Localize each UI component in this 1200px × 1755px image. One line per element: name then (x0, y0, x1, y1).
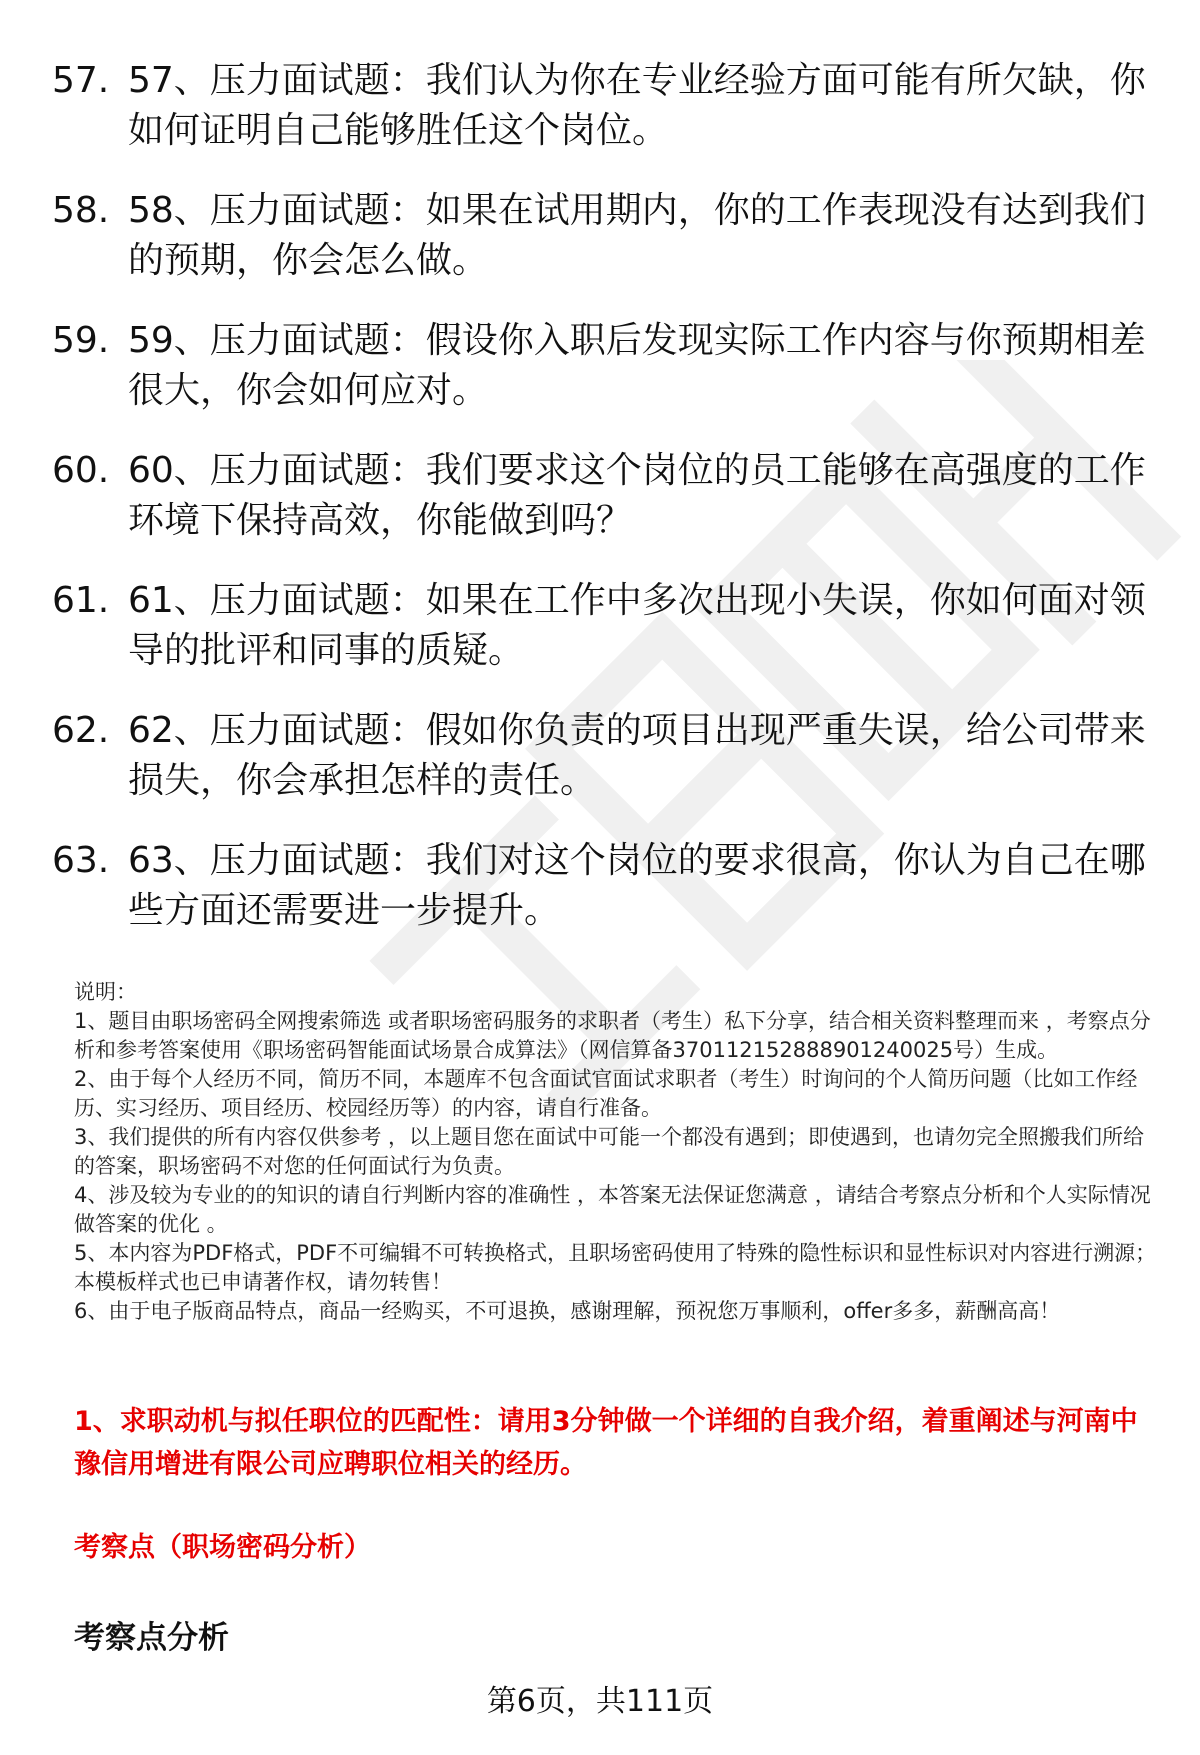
question-item (52, 446, 1152, 546)
note-item: 5、本内容为PDF格式，PDF不可编辑不可转换格式，且职场密码使用了特殊的隐性标识和显性标识对内容进行溯源；本模板样式也已申请著作权，请勿转售！ (74, 1241, 1157, 1294)
question-text: 62、压力面试题：假如你负责的项目出现严重失误，给公司带来损失，你会承担怎样的责任。 (128, 710, 1146, 801)
notes-title: 说明： (74, 980, 137, 1004)
note-item: 3、我们提供的所有内容仅供参考 ，以上题目您在面试中可能一个都没有遇到；即使遇到，也请勿完全照搬我们所给的答案，职场密码不对您的任何面试行为负责。 (74, 1125, 1145, 1178)
question-number: 63. (52, 840, 110, 881)
question-item (52, 706, 1152, 806)
highlighted-question: 1、求职动机与拟任职位的匹配性：请用3分钟做一个详细的自我介绍，着重阐述与河南中豫信用增进有限公司应聘职位相关的经历。 (74, 1406, 1138, 1480)
question-text: 63、压力面试题：我们对这个岗位的要求很高，你认为自己在哪些方面还需要进一步提升。 (128, 840, 1146, 931)
notes-section (74, 978, 1164, 1326)
question-number: 60. (52, 450, 110, 491)
question-text: 59、压力面试题：假设你入职后发现实际工作内容与你预期相差很大，你会如何应对。 (128, 320, 1146, 411)
question-text: 61、压力面试题：如果在工作中多次出现小失误，你如何面对领导的批评和同事的质疑。 (128, 580, 1146, 671)
question-text: 60、压力面试题：我们要求这个岗位的员工能够在高强度的工作环境下保持高效，你能做到吗？ (128, 450, 1146, 541)
note-item: 6、由于电子版商品特点，商品一经购买，不可退换，感谢理解，预祝您万事顺利，offer多多，薪酬高高！ (74, 1299, 1061, 1323)
question-number: 57. (52, 60, 110, 101)
question-text: 58、压力面试题：如果在试用期内，你的工作表现没有达到我们的预期，你会怎么做。 (128, 190, 1146, 281)
section-heading: 考察点分析 (74, 1620, 229, 1656)
question-number: 61. (52, 580, 110, 621)
question-item (52, 186, 1152, 286)
question-item (52, 836, 1152, 936)
question-text: 57、压力面试题：我们认为你在专业经验方面可能有所欠缺，你如何证明自己能够胜任这个岗位。 (128, 60, 1146, 151)
note-item: 4、涉及较为专业的的知识的请自行判断内容的准确性 ，本答案无法保证您满意 ，请结合考察点分析和个人实际情况做答案的优化 。 (74, 1183, 1151, 1236)
question-item (52, 316, 1152, 416)
question-number: 58. (52, 190, 110, 231)
question-list (52, 56, 1152, 966)
question-item (52, 576, 1152, 676)
note-item: 2、由于每个人经历不同，简历不同，本题库不包含面试官面试求职者（考生）时询问的个人简历问题（比如工作经历、实习经历、项目经历、校园经历等）的内容，请自行准备。 (74, 1067, 1138, 1120)
question-item (52, 56, 1152, 156)
analysis-subheading: 考察点（职场密码分析） (74, 1532, 371, 1563)
question-number: 59. (52, 320, 110, 361)
page-footer: 第6页，共111页 (486, 1684, 714, 1719)
question-number: 62. (52, 710, 110, 751)
note-item: 1、题目由职场密码全网搜索筛选 或者职场密码服务的求职者（考生）私下分享，结合相关资料整理而来 ，考察点分析和参考答案使用《职场密码智能面试场景合成算法》（网信算备370112152888901240025号）生成。 (74, 1009, 1151, 1062)
